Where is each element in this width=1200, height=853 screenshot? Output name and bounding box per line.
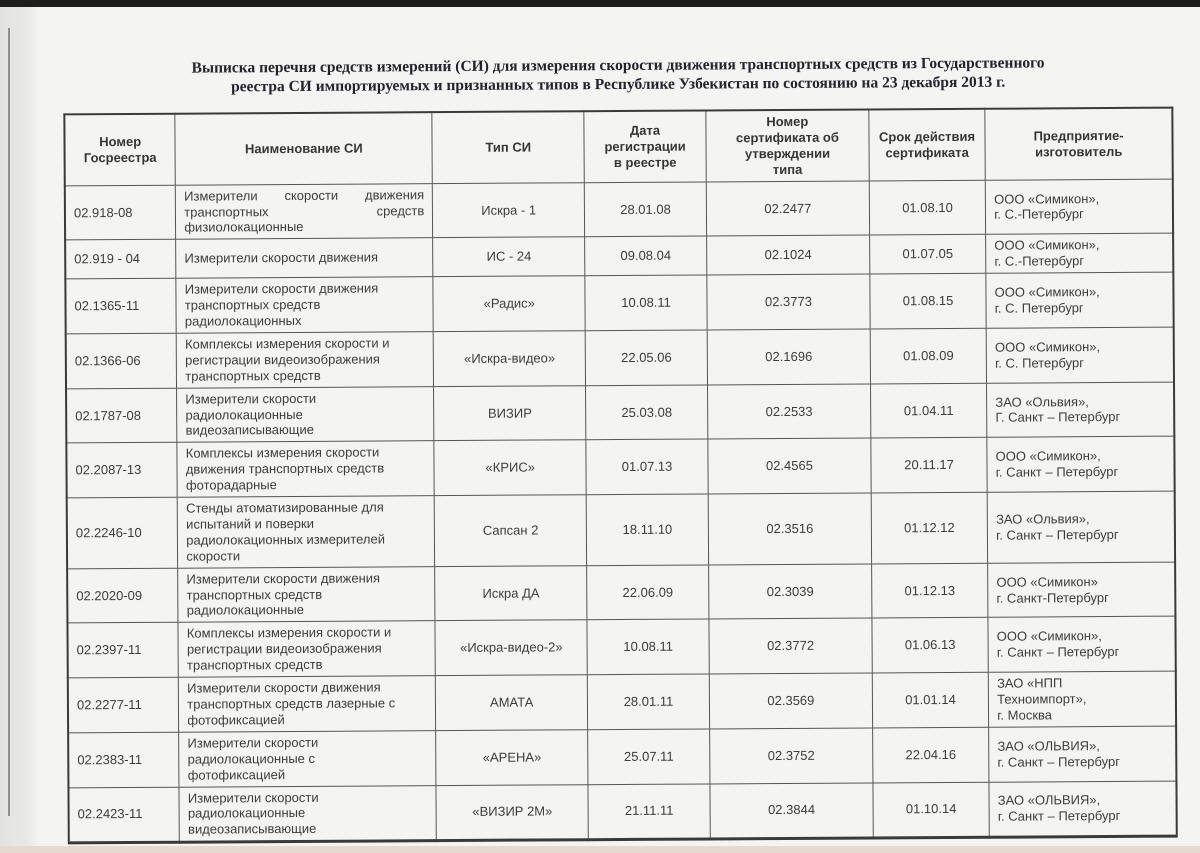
cell-cert-number: 02.2477 <box>706 181 869 237</box>
cell-cert-number: 02.3772 <box>709 618 872 674</box>
col-header-name: Наименование СИ <box>175 112 432 185</box>
cell-name: Измерители скорости радиолокационные видеозаписывающие <box>177 386 434 442</box>
cell-type: ИС - 24 <box>433 237 585 277</box>
cell-reg-number: 02.2246-10 <box>67 497 178 568</box>
cell-reg-date: 10.08.11 <box>585 275 707 330</box>
cell-cert-validity: 01.06.13 <box>872 618 989 673</box>
cell-cert-number: 02.2533 <box>708 384 871 440</box>
cell-cert-number: 02.3516 <box>708 493 871 565</box>
cell-type: «ВИЗИР 2М» <box>436 784 588 841</box>
cell-name: Измерители скорости движения <box>176 238 433 278</box>
col-header-manufacturer: Предприятие- изготовитель <box>985 108 1173 180</box>
cell-manufacturer: ООО «Симикон» г. Санкт-Петербург <box>988 562 1176 618</box>
cell-cert-number: 02.1696 <box>707 329 870 385</box>
cell-reg-number: 02.2397-11 <box>67 623 178 678</box>
col-header-reg-date: Дата регистрации в реестре <box>584 110 706 182</box>
cell-cert-number: 02.3569 <box>709 673 872 729</box>
cell-manufacturer: ООО «Симикон», г. С. Петербург <box>986 272 1174 328</box>
cell-reg-date: 21.11.11 <box>588 783 710 839</box>
cell-cert-validity: 01.04.11 <box>870 383 987 438</box>
cell-type: «Радис» <box>433 276 585 332</box>
cell-type: Искра - 1 <box>433 182 585 238</box>
cell-reg-number: 02.2277-11 <box>68 677 179 732</box>
cell-cert-validity: 01.08.09 <box>870 328 987 383</box>
cell-type: Искра ДА <box>435 565 587 621</box>
cell-reg-date: 09.08.04 <box>585 236 707 276</box>
cell-name: Измерители скорости движения транспортных средств физиолокационные <box>176 183 433 239</box>
cell-cert-number: 02.3773 <box>707 274 870 330</box>
cell-cert-validity: 01.12.13 <box>871 563 988 618</box>
cell-cert-validity: 01.08.10 <box>869 180 986 235</box>
cell-reg-date: 25.07.11 <box>588 729 710 784</box>
table-row <box>66 382 1174 443</box>
page-fold-line <box>8 28 10 816</box>
cell-name: Измерители скорости движения транспортных средств радиолокационных <box>176 277 433 333</box>
cell-reg-number: 02.2383-11 <box>68 732 179 787</box>
cell-type: ВИЗИР <box>434 385 586 441</box>
cell-type: Сапсан 2 <box>435 495 587 567</box>
cell-name: Измерители скорости движения транспортных средств лазерные с фотофиксацией <box>179 676 436 732</box>
cell-manufacturer: ЗАО «НПП Техноимпорт», г. Москва <box>988 671 1176 727</box>
cell-type: АМАТА <box>436 675 588 731</box>
cell-manufacturer: ООО «Симикон», г. Санкт – Петербург <box>987 436 1175 492</box>
cell-manufacturer: ООО «Симикон», г. С. Петербург <box>986 327 1174 383</box>
cell-reg-date: 10.08.11 <box>587 619 709 674</box>
cell-reg-number: 02.919 - 04 <box>65 240 176 279</box>
col-header-reg-number: Номер Госреестра <box>64 114 175 186</box>
cell-cert-validity: 01.08.15 <box>870 273 987 328</box>
cell-cert-number: 02.3039 <box>709 564 872 620</box>
cell-cert-number: 02.1024 <box>707 235 870 275</box>
cell-reg-date: 22.06.09 <box>587 565 709 620</box>
cell-reg-number: 02.2423-11 <box>68 787 179 843</box>
cell-manufacturer: ЗАО «ОЛЬВИЯ», г. Санкт – Петербург <box>989 726 1177 782</box>
cell-reg-date: 18.11.10 <box>586 494 708 565</box>
table-row <box>65 272 1173 333</box>
col-header-type: Тип СИ <box>432 111 584 183</box>
cell-cert-validity: 01.01.14 <box>872 672 989 727</box>
cell-reg-number: 02.1365-11 <box>65 278 176 333</box>
cell-reg-date: 25.03.08 <box>586 385 708 440</box>
cell-manufacturer: ЗАО «Ольвия», г. Санкт – Петербург <box>987 491 1175 563</box>
cell-reg-number: 02.2087-13 <box>66 443 177 498</box>
scan-left-margin <box>0 7 38 853</box>
cell-reg-date: 28.01.08 <box>584 182 706 237</box>
table-row <box>67 616 1175 677</box>
cell-name: Стенды атоматизированные для испытаний и поверки радиолокационных измерителей скорости <box>177 496 434 568</box>
cell-manufacturer: ООО «Симикон», г. С.-Петербург <box>985 179 1173 235</box>
cell-reg-date: 22.05.06 <box>585 330 707 385</box>
table-header <box>64 108 1172 186</box>
scan-bottom-edge <box>0 846 1200 853</box>
cell-name: Измерители скорости радиолокационные с фотофиксацией <box>179 730 436 786</box>
cell-manufacturer: ООО «Симикон», г. Санкт – Петербург <box>988 616 1176 672</box>
table-row <box>66 327 1174 388</box>
cell-manufacturer: ЗАО «Ольвия», Г. Санкт – Петербург <box>987 382 1175 438</box>
cell-type: «Искра-видео-2» <box>435 620 587 676</box>
cell-reg-date: 01.07.13 <box>586 439 708 494</box>
col-header-cert-validity: Срок действия сертификата <box>869 109 986 181</box>
registry-table <box>63 107 1177 845</box>
cell-reg-number: 02.918-08 <box>65 185 176 240</box>
table-row <box>68 671 1176 732</box>
cell-reg-date: 28.01.11 <box>587 674 709 729</box>
cell-name: Измерители скорости движения транспортных средств радиолокационные <box>178 566 435 622</box>
table-row <box>65 233 1173 279</box>
table-row <box>65 179 1173 240</box>
cell-type: «КРИС» <box>434 440 586 496</box>
cell-cert-validity: 22.04.16 <box>872 727 989 782</box>
cell-type: «АРЕНА» <box>436 730 588 786</box>
cell-cert-validity: 20.11.17 <box>871 438 988 493</box>
cell-name: Комплексы измерения скорости движения транспортных средств фоторадарные <box>177 441 434 497</box>
cell-cert-number: 02.3752 <box>710 728 873 784</box>
cell-reg-number: 02.1366-06 <box>66 333 177 388</box>
table-row <box>67 562 1175 623</box>
cell-cert-validity: 01.10.14 <box>873 782 990 838</box>
cell-type: «Искра-видео» <box>434 331 586 387</box>
document-title: Выписка перечня средств измерений (СИ) для измерения скорости движения транспортных средств из Государственного реестра СИ импортируемых и признанных типов в Республике Узбекистан по состоянию на 23 декабря 2013 г. <box>191 54 1045 96</box>
cell-manufacturer: ЗАО «ОЛЬВИЯ», г. Санкт – Петербург <box>989 781 1177 838</box>
cell-reg-number: 02.2020-09 <box>67 568 178 623</box>
cell-cert-validity: 01.12.12 <box>871 492 988 563</box>
cell-manufacturer: ООО «Симикон», г. С.-Петербург <box>986 233 1174 273</box>
table-row <box>67 491 1175 568</box>
document-content <box>63 53 1178 845</box>
cell-name: Измерители скорости радиолокационные видеозаписывающие <box>179 785 436 842</box>
scan-top-edge <box>0 0 1200 7</box>
cell-name: Комплексы измерения скорости и регистрации видеоизображения транспортных средств <box>178 621 435 677</box>
cell-cert-number: 02.4565 <box>708 438 871 494</box>
table-body <box>65 179 1177 843</box>
col-header-cert-number: Номер сертификата об утверждении типа <box>706 109 869 181</box>
table-row <box>68 726 1176 787</box>
table-row <box>68 781 1176 843</box>
cell-name: Комплексы измерения скорости и регистрации видеоизображения транспортных средств <box>176 332 433 388</box>
cell-reg-number: 02.1787-08 <box>66 388 177 443</box>
table-row <box>66 436 1174 497</box>
table-header-row <box>64 108 1172 186</box>
cell-cert-validity: 01.07.05 <box>869 235 986 275</box>
cell-cert-number: 02.3844 <box>710 782 873 839</box>
